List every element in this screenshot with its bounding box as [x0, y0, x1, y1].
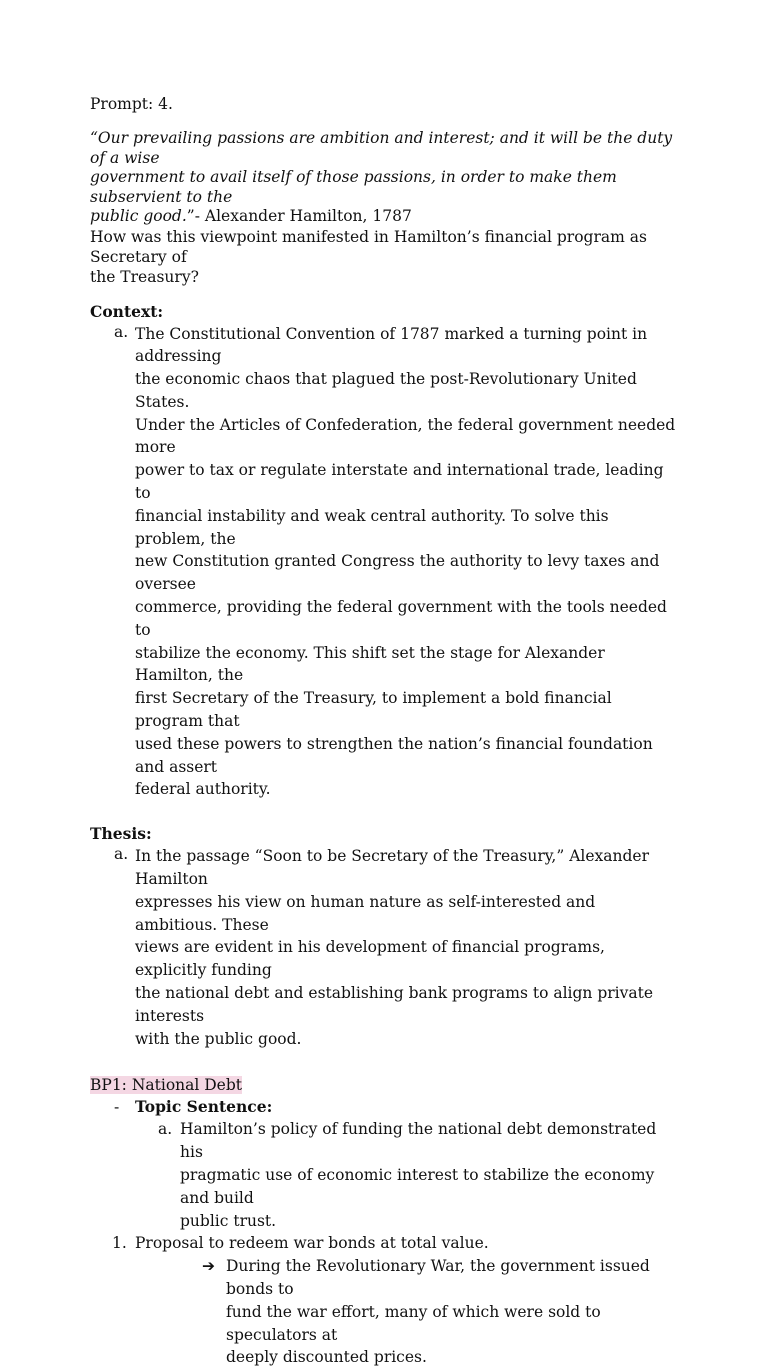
topic-line: pragmatic use of economic interest to stabilize the economy and build	[180, 1166, 655, 1207]
quote-block	[90, 129, 680, 227]
context-line: the economic chaos that plagued the post-Revolutionary United States.	[135, 370, 637, 411]
arrow-icon: ➔	[202, 1257, 215, 1276]
question-line-2: the Treasury?	[90, 267, 199, 286]
document-page	[90, 94, 680, 1369]
prompt-label: Prompt: 4.	[90, 95, 173, 113]
topic-line: public trust.	[180, 1211, 277, 1230]
topic-line: Hamilton’s policy of funding the national debt demonstrated his	[180, 1120, 657, 1162]
context-item	[114, 323, 680, 802]
topic-sentence-label: Topic Sentence:	[135, 1097, 273, 1117]
context-line: power to tax or regulate interstate and international trade, leading to	[135, 461, 664, 503]
quote-attribution: ”- Alexander Hamilton, 1787	[186, 207, 412, 225]
thesis-item	[114, 845, 680, 1050]
point-text: Proposal to redeem war bonds at total value.	[135, 1234, 489, 1253]
context-marker: a.	[114, 322, 129, 341]
context-heading: Context:	[90, 301, 164, 321]
context-line: federal authority.	[135, 780, 271, 799]
thesis-heading: Thesis:	[90, 824, 152, 844]
bp1-heading	[90, 1074, 680, 1096]
thesis-line: views are evident in his development of financial programs, explicitly funding	[135, 938, 605, 980]
thesis-line: the national debt and establishing bank programs to align private interests	[135, 984, 654, 1025]
question-line-1: How was this viewpoint manifested in Hamilton’s financial program as Secretary of	[90, 227, 647, 266]
context-line: new Constitution granted Congress the authority to levy taxes and oversee	[135, 552, 660, 594]
context-line: financial instability and weak central authority. To solve this problem, the	[135, 506, 609, 548]
dash-marker: -	[114, 1098, 120, 1117]
context-line: first Secretary of the Treasury, to implement a bold financial program that	[135, 689, 612, 731]
thesis-line: with the public good.	[135, 1029, 302, 1048]
quote-line-1: “Our prevailing passions are ambition and interest; and it will be the duty of a wise	[90, 129, 673, 167]
topic-sentence-item	[114, 1096, 680, 1118]
point-marker: 1.	[112, 1234, 127, 1253]
thesis-line: In the passage “Soon to be Secretary of the Treasury,” Alexander Hamilton	[135, 847, 650, 889]
arrow-line: deeply discounted prices.	[226, 1348, 427, 1367]
context-line: stabilize the economy. This shift set the stage for Alexander Hamilton, the	[135, 643, 605, 685]
context-line: used these powers to strengthen the nation’s financial foundation and assert	[135, 734, 653, 776]
thesis-marker: a.	[114, 845, 129, 864]
arrow-item	[202, 1255, 680, 1369]
context-line: The Constitutional Convention of 1787 marked a turning point in addressing	[135, 324, 648, 366]
context-line: Under the Articles of Confederation, the federal government needed more	[135, 415, 676, 457]
point-item	[112, 1232, 680, 1255]
arrow-line: During the Revolutionary War, the government issued bonds to	[226, 1257, 650, 1298]
thesis-line: expresses his view on human nature as self-interested and ambitious. These	[135, 892, 596, 934]
quote-line-3: public good.	[90, 207, 187, 225]
topic-marker: a.	[158, 1120, 173, 1139]
bp1-heading-text: BP1: National Debt	[90, 1076, 243, 1095]
quote-line-2: government to avail itself of those passions, in order to make them subservient to the	[90, 168, 617, 206]
arrow-line: fund the war effort, many of which were sold to speculators at	[226, 1302, 601, 1344]
question-block	[90, 227, 680, 287]
topic-sentence-subitem	[158, 1118, 680, 1232]
context-line: commerce, providing the federal government with the tools needed to	[135, 598, 667, 639]
